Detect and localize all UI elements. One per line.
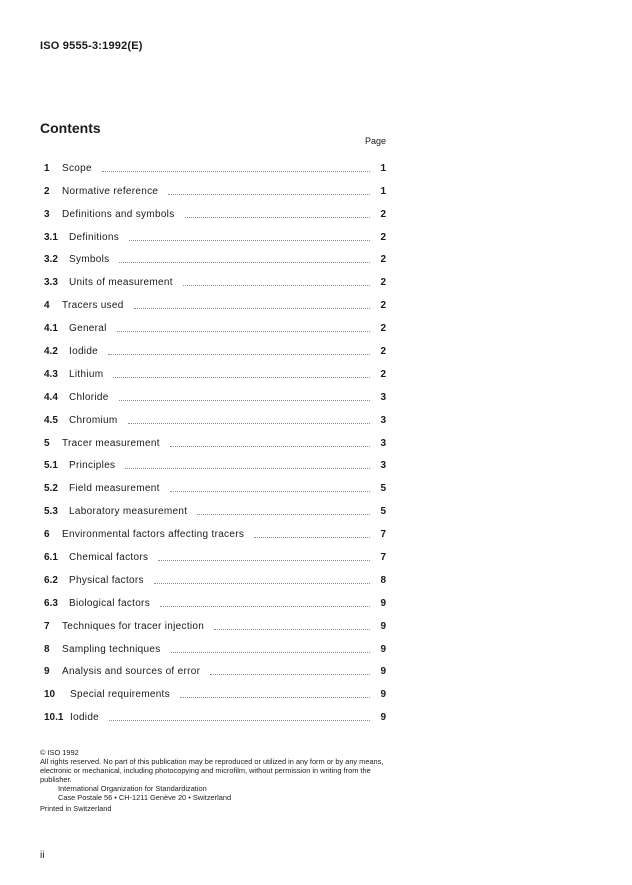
- contents-title: Contents: [40, 120, 101, 136]
- organization-name: International Organization for Standardization: [58, 784, 207, 793]
- toc-entry-label: Normative reference: [62, 185, 159, 197]
- toc-entry-page: 9: [380, 689, 386, 701]
- toc-leader-dots: [168, 193, 370, 195]
- organization-address: Case Postale 56 • CH-1211 Genève 20 • Switzerland: [58, 793, 232, 802]
- toc-entry-label: Laboratory measurement: [69, 506, 188, 518]
- toc-entry-label: Chromium: [69, 414, 118, 426]
- toc-entry: [44, 265, 386, 288]
- toc-entry-page: 1: [380, 162, 386, 174]
- toc-entry-label: Tracer measurement: [62, 437, 160, 449]
- toc-entry-number: 6: [44, 529, 50, 541]
- toc-entry-label: Lithium: [69, 368, 104, 380]
- toc-entry-page: 2: [380, 300, 386, 312]
- rights-statement: All rights reserved. No part of this publication may be reproduced or utilized in any form or by any means, electronic or mechanical, including photocopying and microfilm, without permission in writing from the publisher.: [40, 757, 384, 784]
- toc-entry-label: Tracers used: [62, 300, 124, 312]
- toc-entry-page: 5: [380, 506, 386, 518]
- toc-leader-dots: [125, 467, 370, 469]
- toc-entry: [44, 403, 386, 426]
- toc-entry-number: 3.3: [44, 277, 58, 289]
- toc-entry-number: 1: [44, 162, 50, 174]
- toc-entry-page: 9: [380, 620, 386, 632]
- toc-entry: [44, 334, 386, 357]
- toc-entry: [44, 540, 386, 563]
- toc-leader-dots: [108, 353, 370, 355]
- toc-entry-label: Chloride: [69, 391, 109, 403]
- toc-entry-label: Chemical factors: [69, 552, 149, 564]
- toc-leader-dots: [210, 673, 370, 675]
- toc-entry-number: 5.1: [44, 460, 58, 472]
- toc-entry-number: 2: [44, 185, 50, 197]
- toc-entry-page: 2: [380, 277, 386, 289]
- toc-leader-dots: [170, 445, 370, 447]
- toc-entry-page: 8: [380, 574, 386, 586]
- toc-entry: [44, 655, 386, 678]
- toc-leader-dots: [109, 719, 370, 721]
- toc-entry-label: General: [69, 323, 107, 335]
- toc-entry: [44, 563, 386, 586]
- toc-entry-number: 4.4: [44, 391, 58, 403]
- toc-entry: [44, 311, 386, 334]
- toc-entry-label: Iodide: [69, 346, 99, 358]
- toc-entry: [44, 609, 386, 632]
- toc-entry-number: 3: [44, 208, 50, 220]
- toc-entry-number: 6.3: [44, 597, 58, 609]
- toc-leader-dots: [129, 239, 370, 241]
- printed-location: Printed in Switzerland: [40, 804, 112, 813]
- toc-entry: [44, 220, 386, 243]
- toc-entry-number: 3.2: [44, 254, 58, 266]
- page-column-label: Page: [364, 136, 386, 146]
- toc-leader-dots: [160, 605, 370, 607]
- toc-leader-dots: [170, 490, 370, 492]
- toc-leader-dots: [119, 399, 370, 401]
- toc-entry-label: Units of measurement: [69, 277, 173, 289]
- toc-entry-page: 7: [380, 552, 386, 564]
- toc-entry-label: Definitions and symbols: [62, 208, 175, 220]
- toc-entry-number: 9: [44, 666, 50, 678]
- toc-entry-page: 2: [380, 254, 386, 266]
- toc-leader-dots: [154, 582, 370, 584]
- toc-leader-dots: [117, 330, 370, 332]
- toc-leader-dots: [158, 559, 370, 561]
- toc-entry-number: 10: [44, 689, 56, 701]
- toc-leader-dots: [180, 696, 370, 698]
- toc-entry-number: 4.2: [44, 346, 58, 358]
- toc-leader-dots: [254, 536, 370, 538]
- toc-entry-label: Sampling techniques: [62, 643, 161, 655]
- toc-entry-page: 3: [380, 414, 386, 426]
- toc-entry-label: Environmental factors affecting tracers: [62, 529, 245, 541]
- toc-entry-page: 1: [380, 185, 386, 197]
- toc-leader-dots: [128, 422, 370, 424]
- toc-entry-page: 2: [380, 346, 386, 358]
- toc-entry-label: Techniques for tracer injection: [62, 620, 205, 632]
- toc-entry-page: 3: [380, 391, 386, 403]
- toc-entry-number: 4.1: [44, 323, 58, 335]
- toc-entry-page: 9: [380, 643, 386, 655]
- copyright-line: © ISO 1992: [40, 748, 79, 757]
- toc-entry-number: 5.2: [44, 483, 58, 495]
- toc-entry-number: 5.3: [44, 506, 58, 518]
- toc-entry-page: 5: [380, 483, 386, 495]
- toc-entry-page: 2: [380, 231, 386, 243]
- toc-entry: [44, 288, 386, 311]
- toc-entry: [44, 243, 386, 266]
- toc-entry-page: 3: [380, 460, 386, 472]
- toc-entry-label: Scope: [62, 162, 92, 174]
- toc-entry: [44, 700, 386, 723]
- toc-entry-label: Special requirements: [70, 689, 170, 701]
- toc-entry-label: Biological factors: [69, 597, 150, 609]
- toc-entry-label: Iodide: [70, 712, 100, 724]
- toc-entry-number: 6.2: [44, 574, 58, 586]
- toc-entry: [44, 380, 386, 403]
- toc-entry-number: 4.5: [44, 414, 58, 426]
- toc-entry: [44, 449, 386, 472]
- toc-entry: [44, 677, 386, 700]
- toc-leader-dots: [183, 284, 370, 286]
- toc-entry-page: 2: [380, 208, 386, 220]
- toc-entry: [44, 632, 386, 655]
- toc-entry-page: 2: [380, 368, 386, 380]
- table-of-contents: [44, 151, 386, 723]
- toc-entry-label: Symbols: [69, 254, 110, 266]
- toc-entry-page: 9: [380, 597, 386, 609]
- toc-entry-label: Analysis and sources of error: [62, 666, 201, 678]
- toc-leader-dots: [134, 307, 370, 309]
- toc-entry-label: Definitions: [69, 231, 119, 243]
- toc-leader-dots: [214, 628, 370, 630]
- toc-entry-number: 7: [44, 620, 50, 632]
- toc-entry-label: Physical factors: [69, 574, 144, 586]
- toc-entry-label: Field measurement: [69, 483, 160, 495]
- toc-entry: [44, 471, 386, 494]
- toc-leader-dots: [119, 261, 370, 263]
- toc-leader-dots: [113, 376, 370, 378]
- toc-entry: [44, 357, 386, 380]
- toc-leader-dots: [171, 651, 370, 653]
- toc-entry: [44, 494, 386, 517]
- copyright-notice: [40, 748, 390, 813]
- toc-entry: [44, 174, 386, 197]
- toc-entry-number: 4: [44, 300, 50, 312]
- toc-entry: [44, 197, 386, 220]
- toc-entry: [44, 517, 386, 540]
- toc-entry-number: 4.3: [44, 368, 58, 380]
- toc-entry-number: 6.1: [44, 552, 58, 564]
- toc-entry-number: 5: [44, 437, 50, 449]
- toc-entry-page: 9: [380, 712, 386, 724]
- toc-entry: [44, 426, 386, 449]
- document-header: ISO 9555-3:1992(E): [40, 40, 143, 52]
- toc-entry-page: 2: [380, 323, 386, 335]
- toc-entry-page: 3: [380, 437, 386, 449]
- toc-entry-page: 9: [380, 666, 386, 678]
- toc-entry-page: 7: [380, 529, 386, 541]
- toc-entry-label: Principles: [69, 460, 116, 472]
- toc-leader-dots: [102, 170, 370, 172]
- toc-leader-dots: [185, 216, 370, 218]
- toc-leader-dots: [197, 513, 370, 515]
- page-number: ii: [40, 850, 45, 861]
- toc-entry: [44, 586, 386, 609]
- toc-entry-number: 3.1: [44, 231, 58, 243]
- toc-entry-number: 8: [44, 643, 50, 655]
- toc-entry: [44, 151, 386, 174]
- toc-entry-number: 10.1: [44, 712, 64, 724]
